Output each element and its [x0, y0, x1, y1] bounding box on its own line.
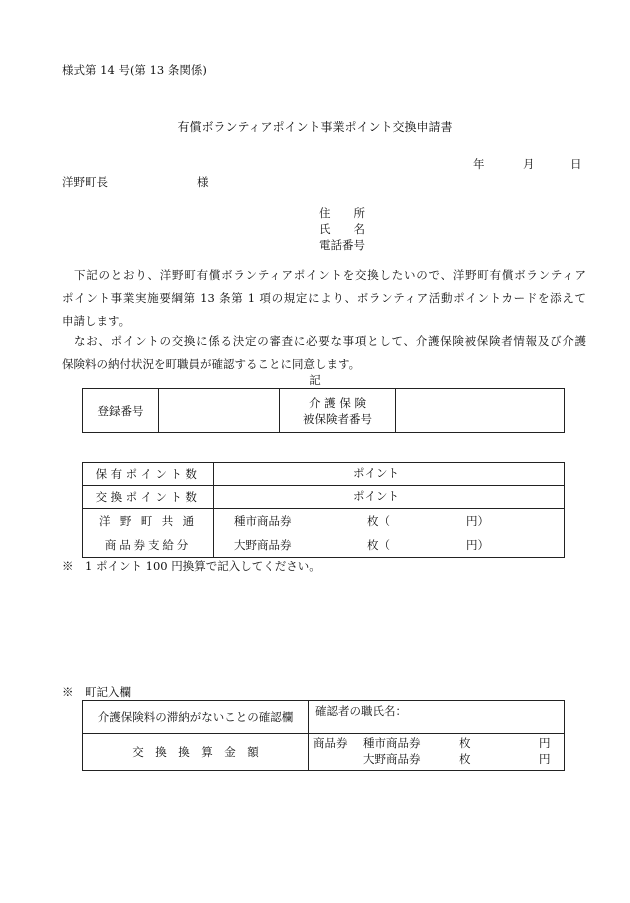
date-month: 月	[523, 157, 535, 171]
paragraph-request	[62, 264, 586, 333]
held-points-unit: ポイント	[353, 466, 399, 480]
registration-number-label: 登録番号	[83, 389, 159, 433]
paragraph-consent-line: なお、ポイントの交換に係る決定の審査に必要な事項として、介護保険被保険者情報及び介護	[74, 334, 586, 348]
ono-voucher-label: 大野商品券	[234, 538, 292, 552]
paragraph-request-line: ポイント事業実施要綱第 13 条第 1 項の規定により、ボランティア活動ポイントカードを添えて	[62, 291, 586, 305]
insured-number-field[interactable]	[396, 389, 565, 433]
paragraph-consent-line: 保険料の納付状況を町職員が確認することに同意します。	[62, 357, 361, 371]
exchange-amount-label: 交 換 換 算 金 額	[83, 734, 309, 771]
registration-table	[82, 388, 565, 433]
tanesichi-yen: 円）	[466, 514, 489, 528]
conversion-note: ※ 1 ポイント 100 円換算で記入してください。	[62, 559, 321, 573]
applicant-phone-label: 電話番号	[319, 238, 365, 252]
payment-confirmation-label: 介護保険料の滞納がないことの確認欄	[83, 701, 309, 734]
paragraph-request-line: 下記のとおり、洋野町有償ボランティアポイントを交換したいので、洋野町有償ボランティア	[74, 268, 586, 282]
paragraph-request-line: 申請します。	[62, 314, 131, 328]
confirmer-label: 確認者の職氏名：	[315, 704, 407, 718]
addressee-honorific: 様	[197, 175, 209, 189]
held-points-label: 保有ポイント数	[83, 463, 214, 486]
voucher-breakdown[interactable]	[214, 509, 565, 558]
ki-heading: 記	[309, 373, 321, 387]
paragraph-consent	[62, 330, 586, 376]
ono-yen: 円）	[466, 538, 489, 552]
page-title: 有償ボランティアポイント事業ポイント交換申請書	[177, 120, 453, 134]
town-tanesichi-label: 種市商品券	[363, 736, 421, 750]
town-table	[82, 700, 565, 771]
town-ono-label: 大野商品券	[363, 752, 421, 766]
town-tanesichi-yen: 円	[539, 736, 551, 750]
applicant-address-label: 住 所	[319, 206, 365, 220]
registration-number-field[interactable]	[159, 389, 280, 433]
date-day: 日	[570, 157, 582, 171]
town-voucher-label: 商品券	[313, 736, 348, 750]
town-section-heading: ※ 町記入欄	[62, 685, 131, 699]
addressee-name: 洋野町長	[62, 175, 108, 189]
tanesichi-voucher-label: 種市商品券	[234, 514, 292, 528]
insured-number-label: 介 護 保 険 被保険者番号	[280, 389, 396, 433]
held-points-field[interactable]	[214, 463, 565, 486]
town-ono-yen: 円	[539, 752, 551, 766]
confirmer-field[interactable]	[309, 701, 565, 734]
exchange-points-field[interactable]	[214, 486, 565, 509]
points-table	[82, 462, 565, 558]
town-ono-sheets: 枚	[459, 752, 471, 766]
town-tanesichi-sheets: 枚	[459, 736, 471, 750]
exchange-amount-field[interactable]	[309, 734, 565, 771]
ono-sheets: 枚（	[367, 538, 390, 552]
exchange-points-unit: ポイント	[353, 489, 399, 503]
exchange-points-label: 交換ポイント数	[83, 486, 214, 509]
form-number: 様式第 14 号(第 13 条関係)	[62, 63, 207, 77]
tanesichi-sheets: 枚（	[367, 514, 390, 528]
voucher-label: 洋 野 町 共 通 商品券支給分	[83, 509, 214, 558]
applicant-name-label: 氏 名	[319, 222, 365, 236]
date-year: 年	[473, 157, 485, 171]
